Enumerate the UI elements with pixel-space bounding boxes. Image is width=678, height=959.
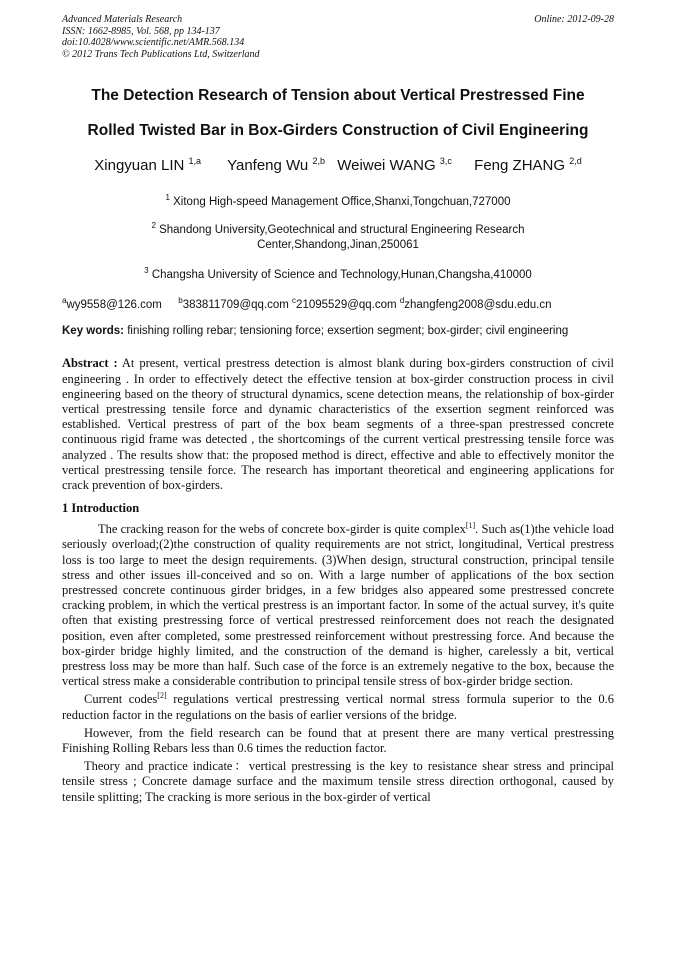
author-sup: 2,b: [312, 156, 325, 166]
journal-header: [62, 14, 614, 60]
affiliation-text: Shandong University,Geotechnical and structural Engineering Research: [159, 223, 525, 236]
author-sup: 1,a: [188, 156, 202, 166]
paper-page: [62, 14, 614, 805]
affiliation-1: [62, 190, 614, 210]
email-sup: b: [178, 296, 183, 306]
affiliation-text: Changsha University of Science and Technology,Hunan,Changsha,410000: [151, 268, 532, 281]
email-link[interactable]: 21095529@qq.com: [296, 299, 397, 312]
author-name: Yanfeng Wu: [227, 157, 309, 174]
email-link[interactable]: wy9558@126.com: [66, 299, 162, 312]
journal-copyright: © 2012 Trans Tech Publications Ltd, Switzerland: [62, 48, 260, 60]
affiliation-3: [62, 263, 614, 283]
citation-ref: [1]: [465, 520, 476, 530]
journal-doi: doi:10.4028/www.scientific.net/AMR.568.134: [62, 37, 245, 48]
email-link[interactable]: zhangfeng2008@sdu.edu.cn: [404, 299, 552, 312]
author-list: [62, 151, 614, 176]
author-sup: 3,c: [439, 156, 452, 166]
keywords-text: finishing rolling rebar; tensioning force; exsertion segment; box-girder; civil engineering: [127, 325, 569, 338]
journal-name: Advanced Materials Research: [62, 14, 183, 25]
email-link[interactable]: 383811709@qq.com: [182, 299, 289, 312]
affiliation-text-cont: Center,Shandong,Jinan,250061: [257, 238, 419, 251]
abstract: [62, 356, 614, 493]
email-sup: a: [62, 296, 67, 306]
abstract-label: Abstract :: [62, 356, 118, 371]
paragraph-text: regulations vertical prestressing vertical normal stress formula superior to the 0.6 reduction factor in the regulations on the basis of earlier versions of the bridge.: [62, 692, 614, 722]
keywords-label: Key words:: [62, 325, 124, 338]
author-name: Feng ZHANG: [474, 157, 566, 174]
paragraph-text: . Such as(1)the vehicle load seriously overload;(2)the construction of quality requirements are not strict, longitudinal, Vertical prestress loss is too large to meet the design requirements. (3)When design, structural construction, principal tensile stress and other issues ill-conceived and so on. With a large number of applications of the box section prestressed concrete continuous girder bridges, in a few bridges also appeared some prestressed concrete cracking problem, in which the vertical prestress is an important factor. In some of the actual survey, it's quite often that existing prestressing force of vertical prestressed reinforcement does not reach the designated position, even after completed, some prestressed reinforcement without prestressing force. And because the box-girder bridge highly limited, and the construction of the demand is higher, carelessly a bit, vertical prestress loss may be more than half. Such case of the force is an extremely negative to the box, because the vertical stress make a considerable contribution to principal tensile stress of box-girder bridge section.: [62, 522, 614, 689]
paragraph: [62, 692, 614, 722]
section-heading: 1 Introduction: [62, 501, 140, 516]
journal-issn: ISSN: 1662-8985, Vol. 568, pp 134-137: [62, 25, 220, 37]
title-line-2: Rolled Twisted Bar in Box-Girders Construction of Civil Engineering: [87, 122, 589, 139]
author-name: Xingyuan LIN: [94, 157, 185, 174]
paragraph-text: The cracking reason for the webs of concrete box-girder is quite complex: [98, 522, 466, 537]
email-sup: d: [399, 296, 405, 306]
paragraph-text: Current codes: [84, 692, 158, 707]
abstract-text: At present, vertical prestress detection is almost blank during box-girders construction of civil engineering . In order to effectively detect the effective tension at box-girder construction process in civil engineering based on the theory of structural dynamics, scene detection means, the relationship of box-girder vertical prestressing tensile force and dynamic characteristics of the exsertion segment reinforced was established. Vertical prestress of part of the box beam segments of a three-span prestressed concrete continuous rigid frame was detected , the shortcomings of the current vertical prestressing tensile force was analyzed . The results show that: the proposed method is direct, effective and able to effectively monitor the vertical prestressing tensile force. The research has important theoretical and engineering applications for crack prevention of box-girders.: [62, 356, 614, 492]
affiliation-2: [62, 218, 614, 253]
paragraph: [62, 522, 614, 689]
affiliation-sup: 2: [151, 220, 156, 230]
keywords: [62, 325, 614, 337]
citation-ref: [2]: [157, 691, 167, 701]
paragraph: However, from the field research can be found that at present there are many vertical prestressing Finishing Rolling Rebars less than 0.6 times the reduction factor.: [62, 725, 614, 755]
email-sup: c: [292, 296, 297, 306]
author-name: Weiwei WANG: [337, 157, 436, 174]
affiliation-sup: 1: [165, 193, 170, 202]
author-sup: 2,d: [569, 156, 582, 166]
paper-title: [62, 78, 614, 148]
paragraph: Theory and practice indicate：vertical prestressing is the key to resistance shear stress and principal tensile stress ; Concrete damage surface and the maximum tensile stress direction orthogonal, caused by tensile splitting; The cracking is more serious in the box-girder of vertical: [62, 759, 614, 804]
email-list: [62, 296, 614, 311]
affiliation-sup: 3: [144, 265, 149, 275]
title-line-1: The Detection Research of Tension about Vertical Prestressed Fine: [91, 87, 585, 104]
affiliation-text: Xitong High-speed Management Office,Shanxi,Tongchuan,727000: [173, 195, 511, 208]
online-date: Online: 2012-09-28: [534, 14, 614, 25]
